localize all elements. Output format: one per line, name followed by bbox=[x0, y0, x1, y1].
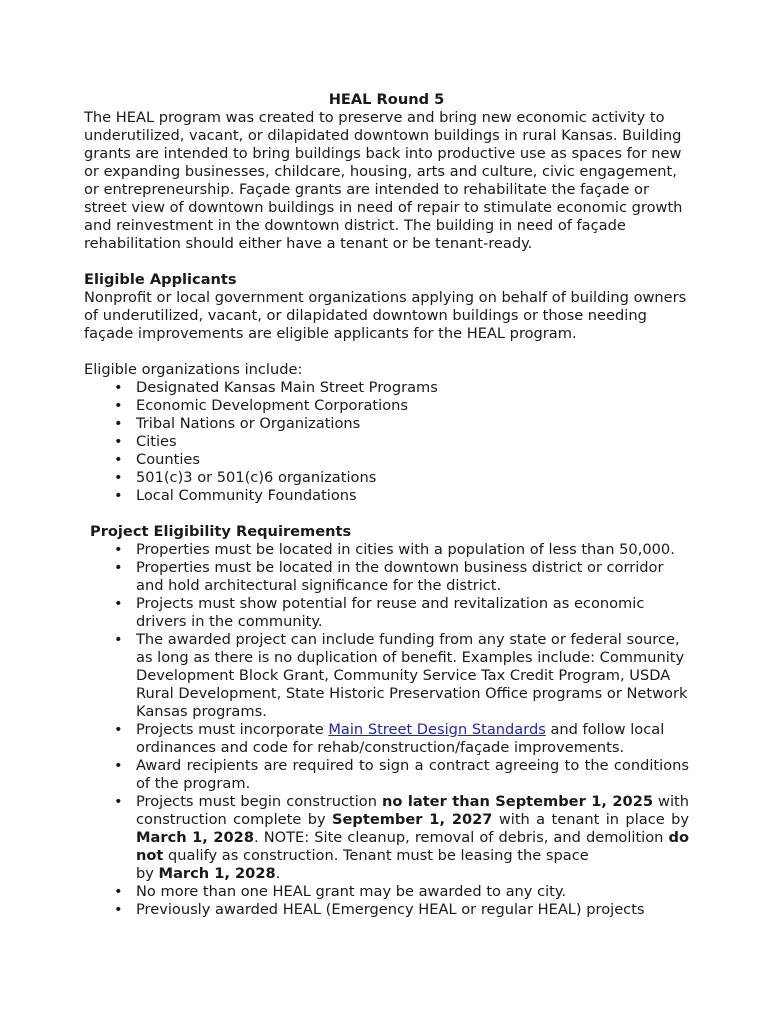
main-street-design-standards-link[interactable]: Main Street Design Standards bbox=[328, 721, 546, 738]
deadline-start: no later than September 1, 2025 bbox=[381, 793, 654, 810]
list-item-construction-deadline: • Projects must begin construction no later than September 1, 2025 with construction complete by September 1, 2027 with a tenant in place by March 1, 2028. NOTE: Site cleanup, removal of debris, and demolition do not qualify as construction. Tenant must be leasing the space by March 1, 2028. bbox=[84, 793, 689, 883]
deadline-lease: March 1, 2028 bbox=[158, 865, 276, 882]
list-item: • Previously awarded HEAL (Emergency HEAL or regular HEAL) projects bbox=[84, 901, 689, 919]
list-item: • Counties bbox=[84, 451, 689, 469]
deadline-complete: September 1, 2027 bbox=[331, 811, 493, 828]
list-item: • Award recipients are required to sign a contract agreeing to the conditions of the program. bbox=[84, 757, 689, 793]
list-item: • The awarded project can include funding from any state or federal source, as long as there is no duplication of benefit. Examples include: Community Development Block Grant, Community Service Tax Credit Program, USDA Rural Development, State Historic Preservation Office programs or Network Kansas programs. bbox=[84, 631, 689, 721]
document-page bbox=[84, 91, 689, 919]
list-item: • Projects must show potential for reuse and revitalization as economic drivers in the community. bbox=[84, 595, 689, 631]
deadline-tenant: March 1, 2028 bbox=[136, 829, 254, 846]
list-item: • Designated Kansas Main Street Programs bbox=[84, 379, 689, 397]
list-item: • Local Community Foundations bbox=[84, 487, 689, 505]
list-item: • Cities bbox=[84, 433, 689, 451]
list-item: • No more than one HEAL grant may be awarded to any city. bbox=[84, 883, 689, 901]
list-item-design-standards: • Projects must incorporate Main Street Design Standards and follow local ordinances and code for rehab/construction/façade improvements. bbox=[84, 721, 689, 757]
eligible-orgs-list bbox=[84, 379, 689, 505]
emphasis-do-not: do not bbox=[136, 829, 689, 864]
list-item: • Properties must be located in the downtown business district or corridor and hold architectural significance for the district. bbox=[84, 559, 689, 595]
list-item: • 501(c)3 or 501(c)6 organizations bbox=[84, 469, 689, 487]
eligible-applicants-text: Nonprofit or local government organizations applying on behalf of building owners of underutilized, vacant, or dilapidated downtown buildings or those needing façade improvements are eligible applicants for the HEAL program. bbox=[84, 289, 687, 342]
requirements-heading: Project Eligibility Requirements bbox=[90, 523, 352, 540]
eligible-orgs-intro: Eligible organizations include: bbox=[84, 361, 303, 378]
intro-paragraph: The HEAL program was created to preserve and bring new economic activity to underutilized, vacant, or dilapidated downtown buildings in rural Kansas. Building grants are intended to bring buildings back into productive use as spaces for new or expanding businesses, childcare, housing, arts and culture, civic engagement, or entrepreneurship. Façade grants are intended to rehabilitate the façade or street view of downtown buildings in need of repair to stimulate economic growth and reinvestment in the downtown district. The building in need of façade rehabilitation should either have a tenant or be tenant-ready. bbox=[84, 109, 683, 252]
requirements-list bbox=[84, 541, 689, 919]
list-item: • Tribal Nations or Organizations bbox=[84, 415, 689, 433]
list-item: • Economic Development Corporations bbox=[84, 397, 689, 415]
document-title: HEAL Round 5 bbox=[328, 91, 445, 108]
list-item: • Properties must be located in cities with a population of less than 50,000. bbox=[84, 541, 689, 559]
eligible-applicants-heading: Eligible Applicants bbox=[84, 271, 237, 288]
